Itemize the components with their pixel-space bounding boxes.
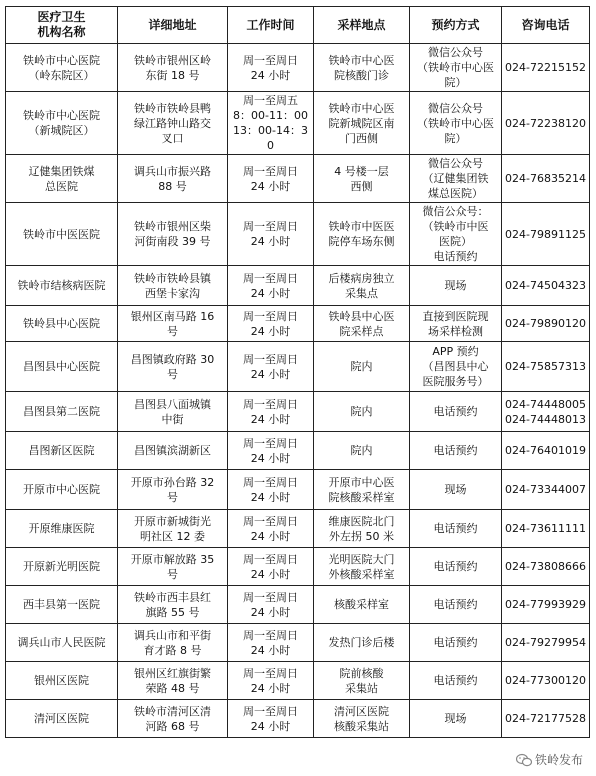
wechat-icon bbox=[516, 753, 532, 767]
cell-text: 河路 68 号 bbox=[145, 719, 200, 733]
column-header bbox=[314, 7, 410, 44]
cell-text: 银州区南马路 16 bbox=[130, 309, 215, 323]
cell-text: 昌图县八面城镇 bbox=[134, 397, 211, 411]
cell-text: （岭东院区） bbox=[28, 68, 95, 82]
cell-text: 铁岭市银州区岭 bbox=[134, 53, 211, 67]
cell-text: 开原新光明医院 bbox=[23, 560, 100, 573]
table-cell bbox=[314, 155, 410, 203]
table-cell bbox=[228, 342, 314, 392]
table-cell bbox=[228, 586, 314, 624]
cell-text: 昌图镇滨湖新区 bbox=[134, 444, 211, 457]
cell-text: 周一至周日 bbox=[243, 436, 298, 450]
cell-text: 现场 bbox=[444, 712, 467, 725]
cell-text: 周一至周日 bbox=[243, 352, 298, 366]
cell-text: 院内 bbox=[350, 360, 373, 373]
cell-text: 铁岭县中心医 bbox=[328, 309, 395, 323]
table-cell bbox=[502, 700, 590, 738]
cell-text: 中街 bbox=[161, 412, 184, 426]
cell-text: 昌图新区医院 bbox=[28, 444, 95, 457]
table-cell bbox=[314, 44, 410, 92]
cell-text: 电话预约 bbox=[433, 636, 478, 649]
cell-text: 024-73611111 bbox=[505, 522, 586, 535]
cell-text: 现场 bbox=[444, 279, 467, 292]
cell-text: 院内 bbox=[350, 444, 373, 457]
table-cell bbox=[410, 586, 502, 624]
table-row bbox=[6, 92, 590, 155]
cell-text: 现场 bbox=[444, 483, 467, 496]
table-cell bbox=[228, 662, 314, 700]
cell-text: 光明医院大门 bbox=[328, 552, 395, 566]
cell-text: 024-73344007 bbox=[505, 483, 586, 496]
cell-text: 开原市孙台路 32 bbox=[130, 475, 215, 489]
table-cell bbox=[502, 92, 590, 155]
table-cell bbox=[502, 432, 590, 470]
cell-text: 24 小时 bbox=[250, 719, 291, 733]
cell-text: 024-74448005 bbox=[505, 397, 586, 411]
cell-text: 明社区 12 委 bbox=[140, 529, 205, 543]
table-cell bbox=[502, 662, 590, 700]
cell-text: 电话预约 bbox=[433, 560, 478, 573]
table-cell bbox=[118, 700, 228, 738]
table-row bbox=[6, 266, 590, 306]
table-cell bbox=[118, 266, 228, 306]
cell-text: 13：00-14：30 bbox=[233, 124, 308, 152]
column-header bbox=[118, 7, 228, 44]
cell-text: 院核酸采样室 bbox=[328, 490, 395, 504]
cell-text: 周一至周日 bbox=[243, 666, 298, 680]
cell-text: 024-74448013 bbox=[505, 412, 586, 426]
watermark bbox=[513, 751, 586, 768]
table-cell bbox=[118, 432, 228, 470]
header-label: 预约方式 bbox=[431, 17, 480, 32]
table-row bbox=[6, 510, 590, 548]
cell-text: 024-76835214 bbox=[505, 172, 586, 185]
header-row bbox=[6, 7, 590, 44]
cell-text: 电话预约 bbox=[433, 598, 478, 611]
table-cell bbox=[502, 470, 590, 510]
cell-text: APP 预约 bbox=[432, 345, 479, 358]
table-cell bbox=[6, 155, 118, 203]
table-body bbox=[6, 44, 590, 738]
cell-text: 铁岭市中医医 bbox=[328, 220, 395, 233]
testing-sites-table bbox=[5, 6, 590, 738]
table-cell bbox=[228, 306, 314, 342]
cell-text: 旗路 55 号 bbox=[145, 605, 200, 619]
cell-text: 024-79279954 bbox=[505, 636, 586, 649]
cell-text: 24 小时 bbox=[250, 235, 291, 248]
column-header bbox=[228, 7, 314, 44]
column-header bbox=[6, 7, 118, 44]
table-cell bbox=[228, 470, 314, 510]
cell-text: 电话预约 bbox=[433, 674, 478, 687]
cell-text: 24 小时 bbox=[250, 286, 291, 300]
table-row bbox=[6, 470, 590, 510]
cell-text: 8：00-11：00 bbox=[233, 109, 308, 122]
table-cell bbox=[314, 342, 410, 392]
cell-text: 周一至周日 bbox=[243, 704, 298, 718]
cell-text: 周一至周日 bbox=[243, 628, 298, 642]
table-cell bbox=[502, 266, 590, 306]
table-cell bbox=[6, 432, 118, 470]
table-cell bbox=[6, 624, 118, 662]
cell-text: 维康医院北门 bbox=[328, 514, 395, 528]
cell-text: 清河区医院 bbox=[34, 712, 89, 725]
table-cell bbox=[410, 432, 502, 470]
table-cell bbox=[118, 662, 228, 700]
cell-text: 周一至周日 bbox=[243, 53, 298, 67]
table-cell bbox=[228, 155, 314, 203]
table-cell bbox=[228, 44, 314, 92]
cell-text: 开原市中心医 bbox=[328, 475, 395, 489]
cell-text: 院） bbox=[444, 131, 467, 145]
table-cell bbox=[502, 44, 590, 92]
cell-text: 号 bbox=[167, 567, 178, 581]
cell-text: 024-72238120 bbox=[505, 116, 586, 130]
cell-text: 医院服务号） bbox=[422, 375, 489, 388]
cell-text: 调兵山市人民医院 bbox=[17, 636, 106, 649]
table-cell bbox=[410, 624, 502, 662]
table-cell bbox=[118, 44, 228, 92]
cell-text: 024-73808666 bbox=[505, 560, 586, 573]
cell-text: 电话预约 bbox=[433, 444, 478, 457]
table-cell bbox=[410, 700, 502, 738]
table-row bbox=[6, 203, 590, 266]
cell-text: 电话预约 bbox=[433, 250, 478, 263]
cell-text: 院新城院区南 bbox=[328, 116, 395, 130]
table-cell bbox=[502, 510, 590, 548]
cell-text: 024-72215152 bbox=[505, 61, 586, 74]
cell-text: 24 小时 bbox=[250, 367, 291, 381]
cell-text: （铁岭市中心医 bbox=[417, 61, 494, 74]
cell-text: 铁岭市西丰县红 bbox=[134, 590, 211, 604]
header-label: 咨询电话 bbox=[521, 17, 570, 32]
cell-text: 育才路 8 号 bbox=[143, 643, 202, 657]
cell-text: 叉口 bbox=[161, 131, 184, 145]
cell-text: 024-77993929 bbox=[505, 598, 586, 611]
table-cell bbox=[6, 586, 118, 624]
cell-text: 西丰县第一医院 bbox=[23, 598, 100, 611]
table-cell bbox=[6, 392, 118, 432]
cell-text: 发热门诊后楼 bbox=[328, 636, 395, 649]
table-cell bbox=[228, 392, 314, 432]
cell-text: 外核酸采样室 bbox=[328, 567, 395, 581]
table-cell bbox=[314, 510, 410, 548]
cell-text: 核酸采样室 bbox=[334, 598, 389, 611]
table-cell bbox=[118, 306, 228, 342]
table-cell bbox=[314, 432, 410, 470]
table-cell bbox=[6, 510, 118, 548]
cell-text: 煤总医院） bbox=[428, 187, 483, 200]
cell-text: 后楼病房独立 bbox=[328, 271, 395, 285]
cell-text: （昌图县中心 bbox=[422, 360, 489, 373]
cell-text: 西堡卡家沟 bbox=[145, 286, 200, 300]
table-cell bbox=[410, 342, 502, 392]
cell-text: 总医院 bbox=[45, 179, 78, 193]
cell-text: 024-74504323 bbox=[505, 279, 586, 292]
cell-text: 铁岭市中医医院 bbox=[23, 227, 100, 241]
cell-text: 铁岭市银州区柴 bbox=[134, 220, 211, 233]
table-row bbox=[6, 662, 590, 700]
table-cell bbox=[6, 700, 118, 738]
header-label: 医疗卫生 bbox=[37, 10, 86, 24]
table-cell bbox=[410, 662, 502, 700]
table-cell bbox=[118, 470, 228, 510]
header-label: 工作时间 bbox=[246, 17, 295, 32]
cell-text: 周一至周五 bbox=[243, 94, 298, 107]
table-cell bbox=[118, 342, 228, 392]
cell-text: 绿江路钟山路交 bbox=[134, 116, 211, 130]
header-label: 详细地址 bbox=[148, 17, 197, 32]
cell-text: 电话预约 bbox=[433, 522, 478, 535]
table-row bbox=[6, 342, 590, 392]
cell-text: 院采样点 bbox=[339, 324, 384, 338]
cell-text: 采集站 bbox=[345, 681, 378, 695]
table-cell bbox=[410, 306, 502, 342]
cell-text: 铁岭市中心医 bbox=[328, 101, 395, 115]
table-cell bbox=[228, 510, 314, 548]
header-label: 机构名称 bbox=[37, 25, 86, 39]
table-cell bbox=[502, 203, 590, 266]
table-cell bbox=[314, 548, 410, 586]
table-cell bbox=[502, 586, 590, 624]
table-cell bbox=[502, 155, 590, 203]
cell-text: 周一至周日 bbox=[243, 397, 298, 411]
cell-text: 院停车场东侧 bbox=[328, 235, 395, 248]
cell-text: 24 小时 bbox=[250, 643, 291, 657]
cell-text: 铁岭市铁岭县镇 bbox=[134, 271, 211, 285]
cell-text: 直接到医院现 bbox=[422, 309, 489, 323]
table-cell bbox=[228, 432, 314, 470]
table-cell bbox=[410, 392, 502, 432]
table-cell bbox=[118, 510, 228, 548]
table-cell bbox=[6, 470, 118, 510]
cell-text: （新城院区） bbox=[28, 124, 95, 137]
cell-text: 24 小时 bbox=[250, 68, 291, 82]
cell-text: 开原市解放路 35 bbox=[130, 552, 215, 566]
cell-text: 周一至周日 bbox=[243, 514, 298, 528]
table-cell bbox=[118, 92, 228, 155]
table-row bbox=[6, 624, 590, 662]
table-cell bbox=[314, 92, 410, 155]
cell-text: 微信公众号 bbox=[428, 46, 483, 59]
cell-text: 24 小时 bbox=[250, 324, 291, 338]
table-cell bbox=[6, 266, 118, 306]
cell-text: 昌图镇政府路 30 bbox=[130, 352, 215, 366]
cell-text: （辽健集团铁 bbox=[422, 172, 489, 185]
cell-text: 院内 bbox=[350, 405, 373, 418]
cell-text: 024-76401019 bbox=[505, 444, 586, 457]
table-cell bbox=[410, 44, 502, 92]
cell-text: 铁岭市铁岭县鸭 bbox=[134, 101, 211, 115]
table-cell bbox=[118, 203, 228, 266]
cell-text: 24 小时 bbox=[250, 681, 291, 695]
cell-text: 调兵山市振兴路 bbox=[134, 164, 211, 178]
cell-text: 024-72177528 bbox=[505, 712, 586, 725]
table-cell bbox=[228, 203, 314, 266]
cell-text: 院前核酸 bbox=[339, 666, 384, 680]
cell-text: 荣路 48 号 bbox=[145, 681, 200, 695]
table-cell bbox=[314, 306, 410, 342]
cell-text: 24 小时 bbox=[250, 490, 291, 504]
cell-text: 采集点 bbox=[345, 286, 378, 300]
table-cell bbox=[502, 392, 590, 432]
cell-text: 024-79890120 bbox=[505, 317, 586, 330]
cell-text: 场采样检测 bbox=[428, 324, 483, 338]
table-cell bbox=[314, 624, 410, 662]
cell-text: 调兵山市和平街 bbox=[134, 628, 211, 642]
cell-text: 铁岭市中心医院 bbox=[23, 53, 100, 67]
table-cell bbox=[6, 548, 118, 586]
table-cell bbox=[410, 92, 502, 155]
cell-text: 号 bbox=[167, 367, 178, 381]
cell-text: 铁岭市中心医 bbox=[328, 53, 395, 67]
cell-text: 周一至周日 bbox=[243, 309, 298, 323]
table-cell bbox=[6, 306, 118, 342]
cell-text: 号 bbox=[167, 490, 178, 504]
cell-text: 24 小时 bbox=[250, 605, 291, 619]
cell-text: 号 bbox=[167, 324, 178, 338]
cell-text: 周一至周日 bbox=[243, 475, 298, 489]
table-row bbox=[6, 306, 590, 342]
table-cell bbox=[118, 624, 228, 662]
cell-text: 周一至周日 bbox=[243, 590, 298, 604]
cell-text: （铁岭市中医 bbox=[422, 220, 489, 233]
table-row bbox=[6, 700, 590, 738]
cell-text: 周一至周日 bbox=[243, 164, 298, 178]
table-cell bbox=[228, 266, 314, 306]
table-cell bbox=[410, 203, 502, 266]
cell-text: 4 号楼一层 bbox=[334, 164, 389, 178]
cell-text: 24 小时 bbox=[250, 451, 291, 465]
table-row bbox=[6, 44, 590, 92]
cell-text: 医院） bbox=[439, 235, 472, 248]
table-cell bbox=[6, 92, 118, 155]
cell-text: 银州区医院 bbox=[34, 674, 89, 687]
cell-text: （铁岭市中心医 bbox=[417, 116, 494, 130]
cell-text: 门西侧 bbox=[345, 131, 378, 145]
cell-text: 88 号 bbox=[158, 179, 187, 193]
cell-text: 清河区医院 bbox=[334, 704, 389, 718]
table-cell bbox=[6, 203, 118, 266]
table-cell bbox=[314, 392, 410, 432]
cell-text: 微信公众号： bbox=[422, 205, 489, 218]
cell-text: 微信公众号 bbox=[428, 101, 483, 115]
table-cell bbox=[502, 342, 590, 392]
cell-text: 024-79891125 bbox=[505, 227, 586, 241]
table-cell bbox=[314, 586, 410, 624]
table-row bbox=[6, 432, 590, 470]
table-cell bbox=[314, 203, 410, 266]
cell-text: 周一至周日 bbox=[243, 220, 298, 233]
cell-text: 铁岭市中心医院 bbox=[23, 109, 100, 122]
cell-text: 外左拐 50 米 bbox=[329, 529, 394, 543]
table-cell bbox=[118, 155, 228, 203]
table-cell bbox=[502, 548, 590, 586]
table-cell bbox=[118, 392, 228, 432]
column-header bbox=[410, 7, 502, 44]
cell-text: 开原维康医院 bbox=[28, 522, 95, 535]
table-cell bbox=[6, 662, 118, 700]
table-row bbox=[6, 392, 590, 432]
table-cell bbox=[314, 700, 410, 738]
table-cell bbox=[118, 586, 228, 624]
cell-text: 周一至周日 bbox=[243, 552, 298, 566]
cell-text: 银州区红旗街繁 bbox=[134, 666, 211, 680]
cell-text: 024-77300120 bbox=[505, 674, 586, 687]
column-header bbox=[502, 7, 590, 44]
table-cell bbox=[6, 342, 118, 392]
cell-text: 开原市新城街光 bbox=[134, 514, 211, 528]
cell-text: 24 小时 bbox=[250, 567, 291, 581]
watermark-text: 铁岭发布 bbox=[534, 753, 583, 767]
cell-text: 024-75857313 bbox=[505, 360, 586, 373]
cell-text: 院核酸门诊 bbox=[334, 68, 389, 82]
cell-text: 铁岭市结核病医院 bbox=[17, 279, 106, 292]
table-cell bbox=[228, 624, 314, 662]
cell-text: 铁岭县中心医院 bbox=[23, 317, 100, 330]
cell-text: 24 小时 bbox=[250, 412, 291, 426]
table-cell bbox=[410, 155, 502, 203]
table-cell bbox=[410, 266, 502, 306]
table-cell bbox=[228, 548, 314, 586]
table-row bbox=[6, 155, 590, 203]
table-cell bbox=[410, 510, 502, 548]
table-row bbox=[6, 548, 590, 586]
cell-text: 东街 18 号 bbox=[145, 68, 200, 82]
header-label: 采样地点 bbox=[337, 17, 386, 32]
cell-text: 铁岭市清河区清 bbox=[134, 704, 211, 718]
table-cell bbox=[118, 548, 228, 586]
table-cell bbox=[228, 700, 314, 738]
cell-text: 核酸采集站 bbox=[334, 719, 389, 733]
cell-text: 24 小时 bbox=[250, 529, 291, 543]
table-cell bbox=[502, 624, 590, 662]
table-cell bbox=[228, 92, 314, 155]
cell-text: 昌图县第二医院 bbox=[23, 405, 100, 418]
table-row bbox=[6, 586, 590, 624]
table-cell bbox=[6, 44, 118, 92]
cell-text: 院） bbox=[444, 76, 467, 89]
table-cell bbox=[314, 470, 410, 510]
cell-text: 开原市中心医院 bbox=[23, 483, 100, 496]
cell-text: 河街南段 39 号 bbox=[134, 235, 211, 248]
cell-text: 周一至周日 bbox=[243, 271, 298, 285]
cell-text: 辽健集团铁煤 bbox=[28, 164, 95, 178]
cell-text: 24 小时 bbox=[250, 179, 291, 193]
cell-text: 昌图县中心医院 bbox=[23, 360, 100, 373]
table-cell bbox=[314, 266, 410, 306]
cell-text: 西侧 bbox=[350, 179, 373, 193]
table-cell bbox=[410, 548, 502, 586]
cell-text: 电话预约 bbox=[433, 405, 478, 418]
table-cell bbox=[314, 662, 410, 700]
table-cell bbox=[410, 470, 502, 510]
table-cell bbox=[502, 306, 590, 342]
cell-text: 微信公众号 bbox=[428, 157, 483, 170]
